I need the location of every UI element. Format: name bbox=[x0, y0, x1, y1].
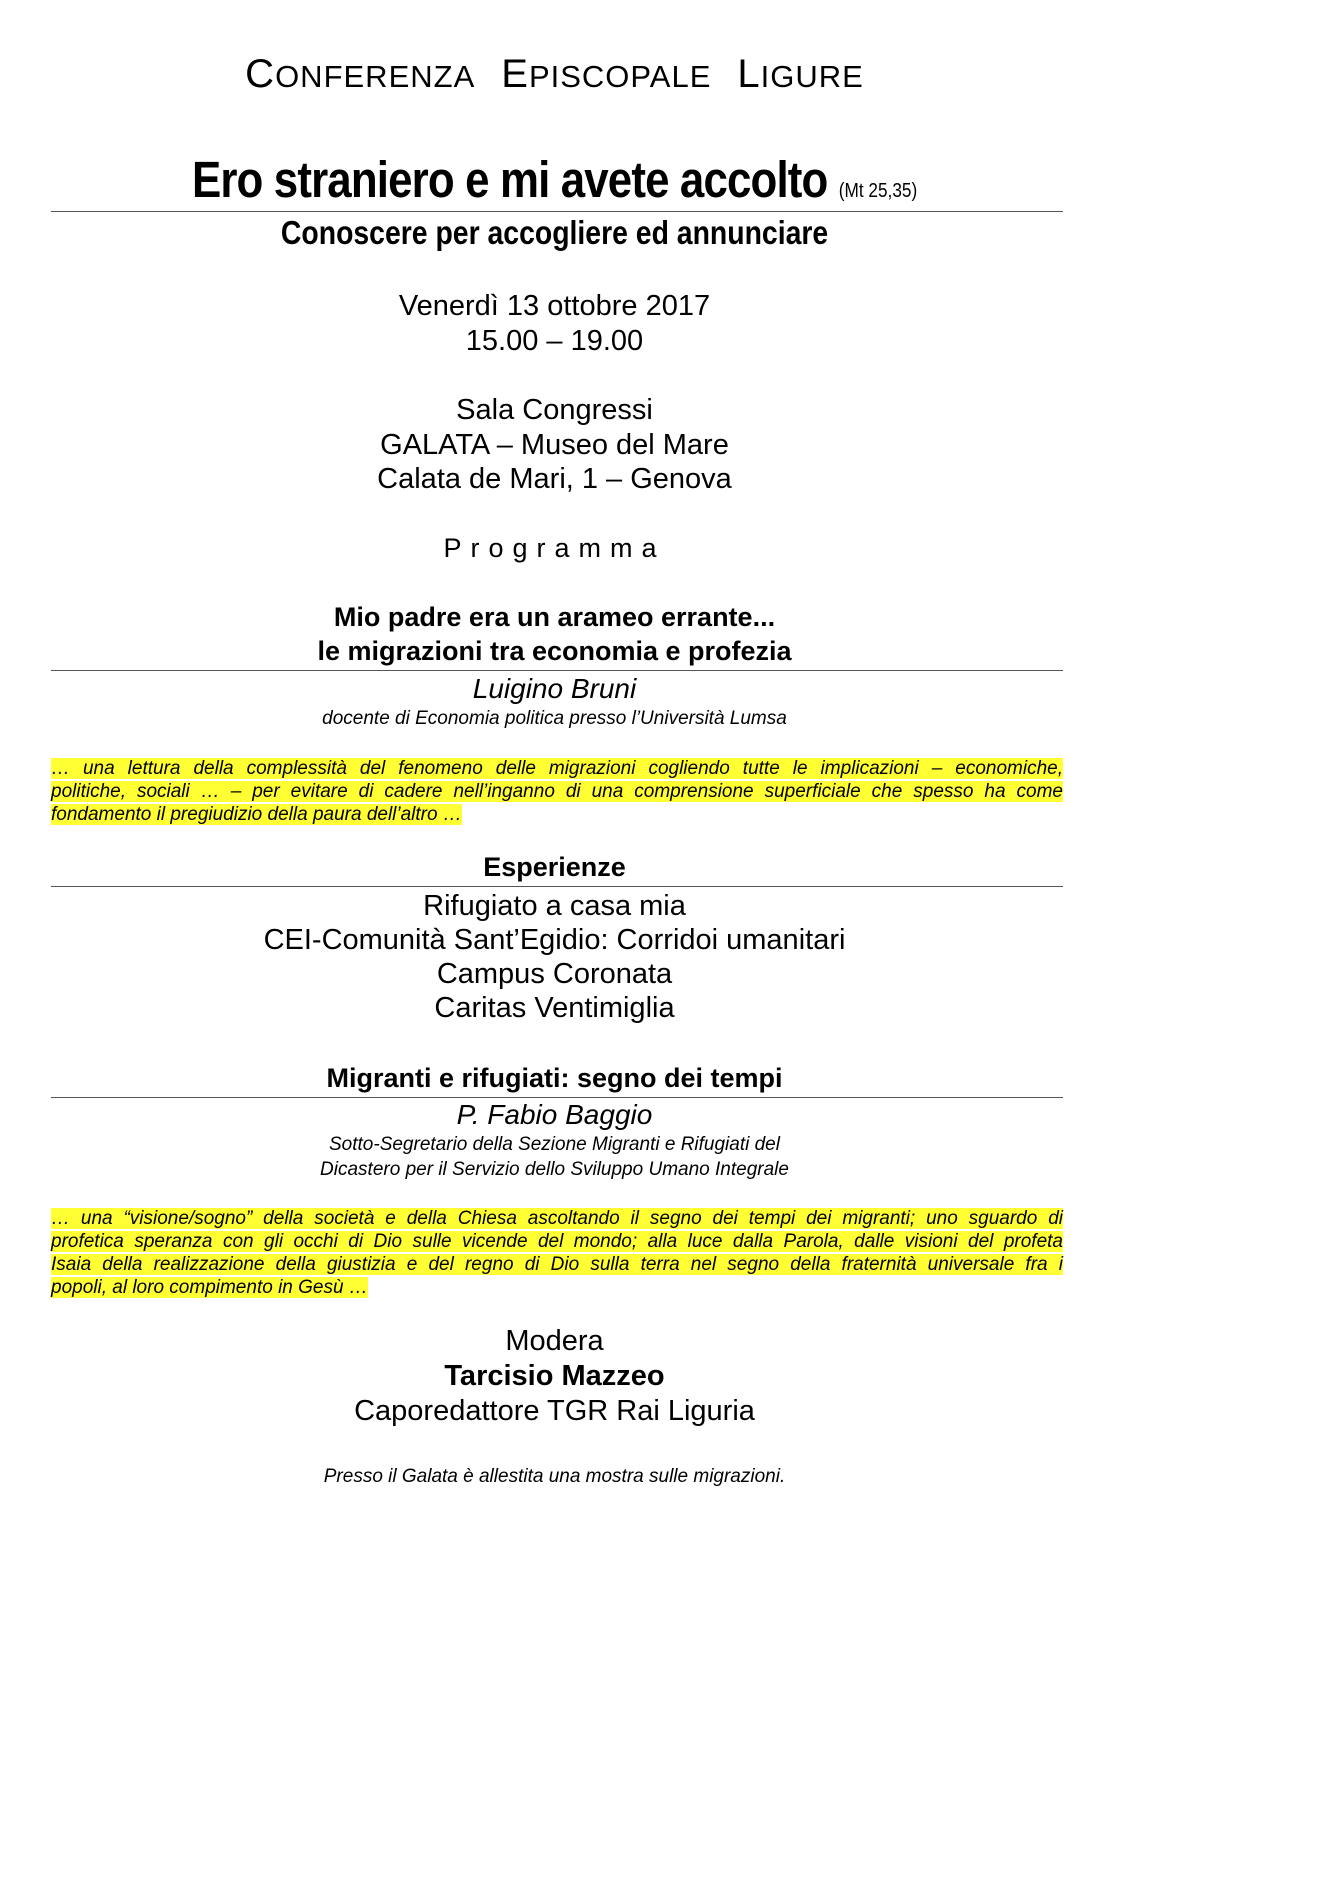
page-subtitle: Conoscere per accogliere ed annunciare bbox=[280, 214, 829, 251]
event-time: 15.00 – 19.00 bbox=[465, 325, 644, 357]
experience-item: Caritas Ventimiglia bbox=[434, 992, 675, 1024]
talk2-abstract-line: profetica speranza con gli occhi di Dio sulle vicende del mondo; alla luce dalla Parola, dalle visioni del profeta bbox=[51, 1231, 1063, 1252]
talk2-divider bbox=[51, 1097, 1063, 1098]
program-heading: Programma bbox=[443, 533, 666, 563]
org-word-2: EPISCOPALE bbox=[501, 52, 712, 96]
footer-note: Presso il Galata è allestita una mostra sulle migrazioni. bbox=[323, 1466, 786, 1487]
title-divider bbox=[51, 211, 1063, 212]
talk2-abstract-line: … una “visione/sogno” della società e della Chiesa ascoltando il segno dei tempi dei migranti; uno sguardo di bbox=[51, 1208, 1063, 1229]
talk2-role-line-1: Sotto-Segretario della Sezione Migranti e Rifugiati del bbox=[329, 1134, 780, 1155]
event-date: Venerdì 13 ottobre 2017 bbox=[398, 290, 711, 322]
title-text: Ero straniero e mi avete accolto bbox=[191, 151, 828, 208]
moderator-name: Tarcisio Mazzeo bbox=[444, 1360, 665, 1392]
moderator-label: Modera bbox=[505, 1325, 604, 1357]
talk1-abstract-line: … una lettura della complessità del fenomeno delle migrazioni cogliendo tutte le implicazioni – economiche, bbox=[51, 758, 1063, 779]
venue-line-2: GALATA – Museo del Mare bbox=[380, 429, 729, 461]
talk1-abstract-line: politiche, sociali … – per evitare di cadere nell’inganno di una comprensione superficiale che spesso ha come bbox=[51, 781, 1063, 802]
experiences-divider bbox=[51, 886, 1063, 887]
org-word-3: LIGURE bbox=[737, 52, 864, 96]
talk2-role-line-2: Dicastero per il Servizio dello Sviluppo Umano Integrale bbox=[320, 1159, 789, 1180]
talk2-abstract-line: popoli, al loro compimento in Gesù … bbox=[51, 1277, 368, 1298]
moderator-role: Caporedattore TGR Rai Liguria bbox=[354, 1395, 755, 1427]
talk1-speaker-role: docente di Economia politica presso l’Università Lumsa bbox=[322, 708, 787, 729]
talk2-speaker: P. Fabio Baggio bbox=[456, 1099, 653, 1130]
talk1-abstract bbox=[51, 757, 1063, 826]
experiences-title: Esperienze bbox=[483, 852, 626, 882]
talk1-title-line-1: Mio padre era un arameo errante... bbox=[333, 602, 776, 632]
venue-line-1: Sala Congressi bbox=[456, 394, 653, 426]
experience-item: Campus Coronata bbox=[436, 958, 673, 990]
page-title bbox=[78, 150, 1032, 209]
org-word-1: CONFERENZA bbox=[245, 52, 476, 96]
experience-item: CEI-Comunità Sant’Egidio: Corridoi umanitari bbox=[263, 924, 846, 956]
bible-reference: (Mt 25,35) bbox=[838, 180, 918, 202]
talk2-title: Migranti e rifugiati: segno dei tempi bbox=[326, 1063, 783, 1093]
talk2-abstract bbox=[51, 1207, 1063, 1299]
talk1-title-line-2: le migrazioni tra economia e profezia bbox=[317, 636, 792, 666]
talk1-speaker: Luigino Bruni bbox=[472, 673, 637, 704]
venue-line-3: Calata de Mari, 1 – Genova bbox=[377, 463, 732, 495]
organization-name bbox=[0, 52, 1109, 97]
talk1-abstract-line: fondamento il pregiudizio della paura dell’altro … bbox=[51, 804, 462, 825]
talk1-divider bbox=[51, 670, 1063, 671]
experience-item: Rifugiato a casa mia bbox=[423, 890, 686, 922]
talk2-abstract-line: Isaia della realizzazione della giustizia e del regno di Dio sulla terra nel segno della fraternità universale fra i bbox=[51, 1254, 1063, 1275]
